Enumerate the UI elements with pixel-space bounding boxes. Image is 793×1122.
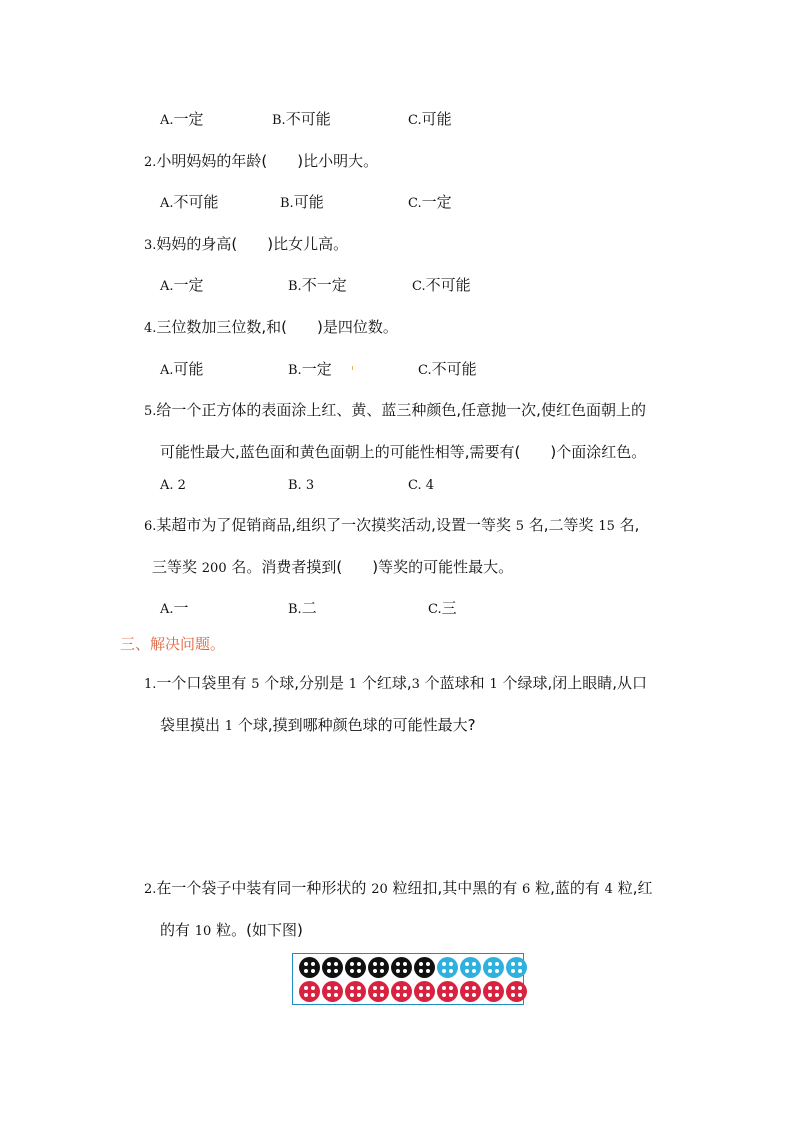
q4-option-c: C.不可能 — [418, 360, 477, 378]
q6-option-b: B.二 — [288, 599, 317, 617]
q4-option-b: B.一定 — [288, 360, 332, 378]
section-heading: 三、解决问题。 — [120, 635, 226, 653]
red-button — [437, 981, 458, 1002]
problem-1-line-1: 1.一个口袋里有 5 个球,分别是 1 个红球,3 个蓝球和 1 个绿球,闭上眼睛,从口 — [144, 674, 648, 692]
question-3: 3.妈妈的身高( )比女儿高。 — [144, 235, 349, 253]
red-button — [299, 981, 320, 1002]
red-button — [506, 981, 527, 1002]
question-4: 4.三位数加三位数,和( )是四位数。 — [144, 318, 398, 336]
q2-option-a: A.不可能 — [160, 193, 219, 211]
q3-option-b: B.不一定 — [288, 276, 347, 294]
q1-option-c: C.可能 — [408, 110, 452, 128]
q2-option-c: C.一定 — [408, 193, 452, 211]
question-2: 2.小明妈妈的年龄( )比小明大。 — [144, 152, 379, 170]
q6-option-a: A.一 — [160, 599, 189, 617]
problem-2-line-2: 的有 10 粒。(如下图) — [160, 921, 303, 939]
q3-option-a: A.一定 — [160, 276, 204, 294]
q1-option-a: A.一定 — [160, 110, 204, 128]
buttons-figure — [292, 953, 524, 1005]
black-button — [299, 957, 320, 978]
q6-option-c: C.三 — [428, 599, 457, 617]
question-6-line-2: 三等奖 200 名。消费者摸到( )等奖的可能性最大。 — [152, 558, 514, 576]
q2-option-b: B.可能 — [280, 193, 324, 211]
black-button — [345, 957, 366, 978]
red-button — [483, 981, 504, 1002]
q1-option-b: B.不可能 — [272, 110, 331, 128]
blue-button — [437, 957, 458, 978]
red-button — [368, 981, 389, 1002]
q5-option-a: A. 2 — [160, 478, 186, 493]
black-button — [391, 957, 412, 978]
black-button — [368, 957, 389, 978]
q5-option-b: B. 3 — [288, 478, 315, 493]
problem-1-line-2: 袋里摸出 1 个球,摸到哪种颜色球的可能性最大? — [160, 716, 476, 734]
q5-option-c: C. 4 — [408, 478, 435, 493]
q3-option-c: C.不可能 — [412, 276, 471, 294]
blue-button — [483, 957, 504, 978]
button-row-top — [299, 957, 527, 978]
red-button — [345, 981, 366, 1002]
question-5-line-1: 5.给一个正方体的表面涂上红、黄、蓝三种颜色,任意抛一次,使红色面朝上的 — [144, 401, 646, 419]
question-6-line-1: 6.某超市为了促销商品,组织了一次摸奖活动,设置一等奖 5 名,二等奖 15 名, — [144, 516, 640, 534]
blue-button — [460, 957, 481, 978]
red-button — [460, 981, 481, 1002]
red-button — [322, 981, 343, 1002]
black-button — [322, 957, 343, 978]
stray-mark — [352, 366, 353, 370]
problem-2-line-1: 2.在一个袋子中装有同一种形状的 20 粒纽扣,其中黑的有 6 粒,蓝的有 4 粒,红 — [144, 879, 653, 897]
black-button — [414, 957, 435, 978]
blue-button — [506, 957, 527, 978]
red-button — [414, 981, 435, 1002]
question-5-line-2: 可能性最大,蓝色面和黄色面朝上的可能性相等,需要有( )个面涂红色。 — [160, 443, 647, 461]
button-row-bottom — [299, 981, 527, 1002]
red-button — [391, 981, 412, 1002]
q4-option-a: A.可能 — [160, 360, 204, 378]
